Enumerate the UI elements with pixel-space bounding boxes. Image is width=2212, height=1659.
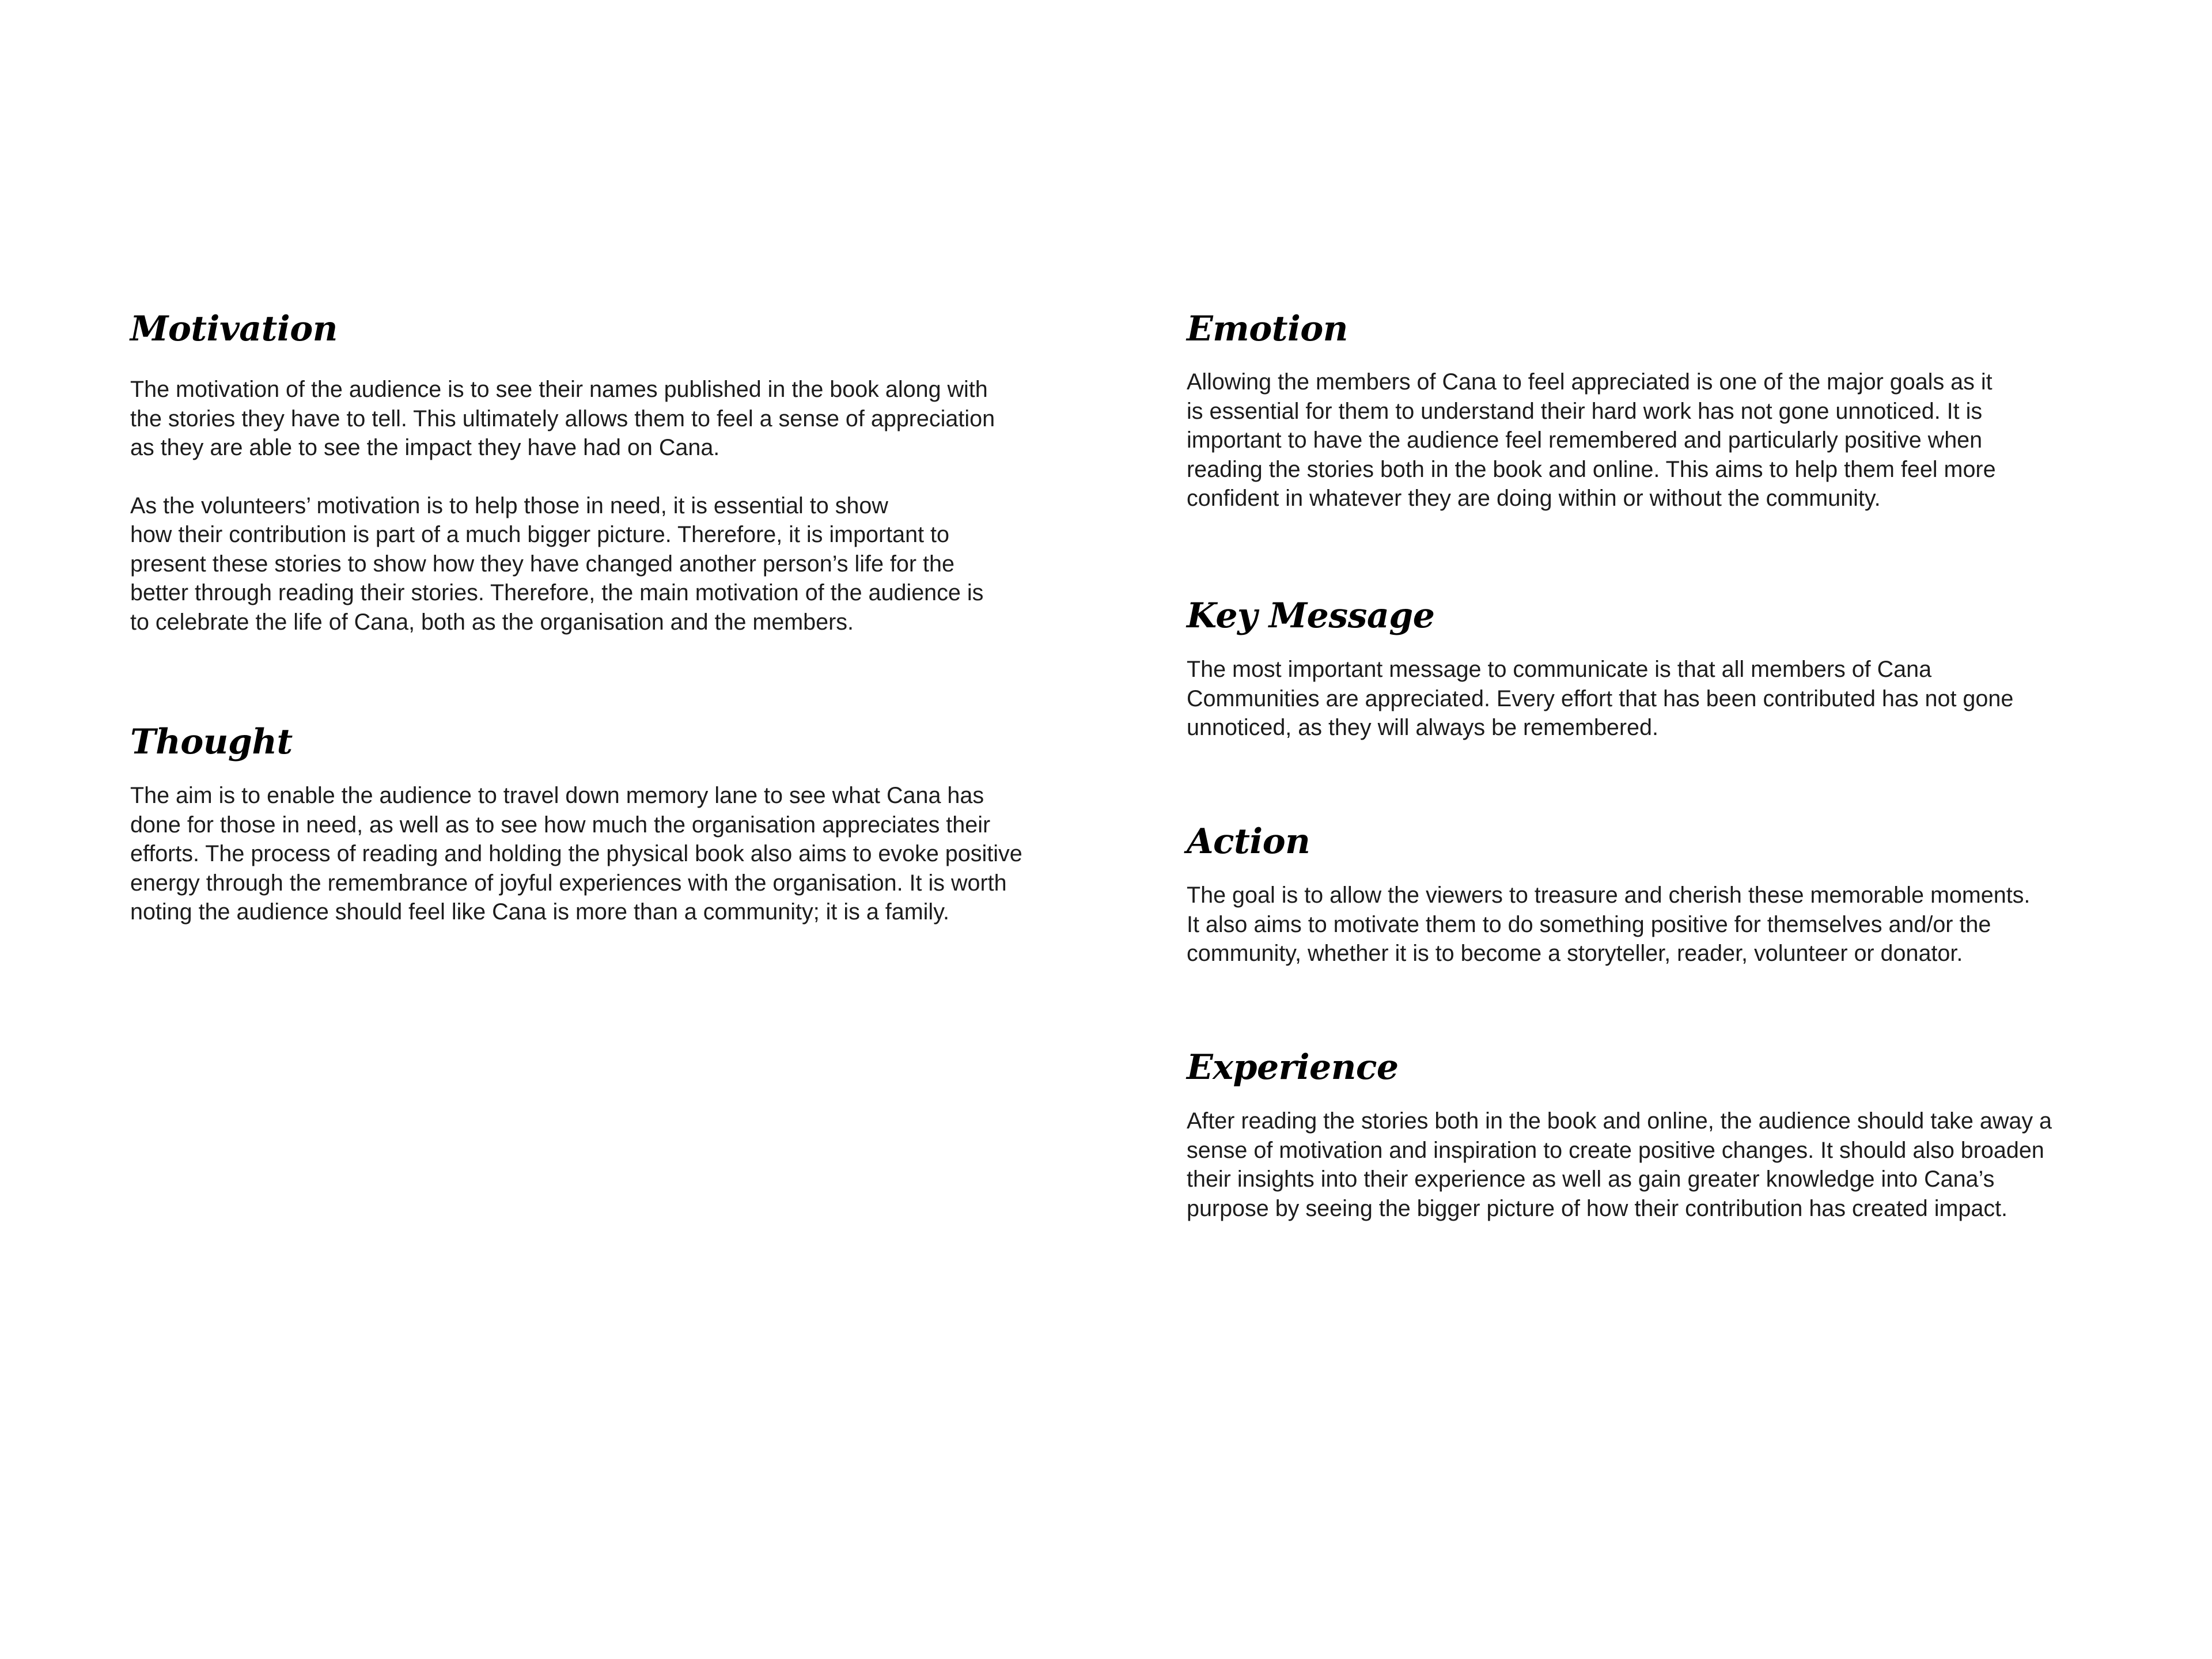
motivation-paragraph-1: The motivation of the audience is to see their names published in the book along with the stories they have to tell. This ultimately allows them to feel a sense of appreciation as they are able to see the impact they have had on Cana. bbox=[130, 377, 995, 460]
experience-section bbox=[1187, 1047, 2131, 1223]
key-message-paragraph: The most important message to communicate is that all members of Cana Communities are appreciated. Every effort that has been contributed has not gone unnoticed, as they will always be remembered. bbox=[1187, 657, 2014, 740]
motivation-heading: Motivation bbox=[130, 309, 338, 349]
thought-paragraph: The aim is to enable the audience to travel down memory lane to see what Cana has done for those in need, as well as to see how much the organisation appreciates their efforts. The process of reading and holding the physical book also aims to evoke positive energy through the remembrance of joyful experiences with the organisation. It is worth noting the audience should feel like Cana is more than a community; it is a family. bbox=[130, 783, 1022, 925]
experience-heading: Experience bbox=[1187, 1047, 1399, 1088]
thought-heading: Thought bbox=[130, 722, 293, 762]
action-section bbox=[1187, 821, 2131, 968]
key-message-section bbox=[1187, 595, 2131, 743]
motivation-section bbox=[130, 308, 1121, 637]
emotion-heading: Emotion bbox=[1187, 309, 1348, 349]
thought-section bbox=[130, 721, 1121, 927]
emotion-section bbox=[1187, 308, 2131, 513]
experience-paragraph: After reading the stories both in the book and online, the audience should take away a sense of motivation and inspiration to create positive changes. It should also broaden their insights into their experience as well as gain greater knowledge into Cana’s purpose by seeing the bigger picture of how their contribution has created impact. bbox=[1187, 1108, 2052, 1221]
key-message-heading: Key Message bbox=[1187, 596, 1435, 636]
motivation-paragraph-2: As the volunteers’ motivation is to help those in need, it is essential to show how their contribution is part of a much bigger picture. Therefore, it is important to present these stories to show how they have changed another person’s life for the better through reading their stories. Therefore, the main motivation of the audience is to celebrate the life of Cana, both as the organisation and the members. bbox=[130, 493, 984, 635]
action-heading: Action bbox=[1187, 821, 1310, 862]
emotion-paragraph: Allowing the members of Cana to feel appreciated is one of the major goals as it is essential for them to understand their hard work has not gone unnoticed. It is important to have the audience feel remembered and particularly positive when reading the stories both in the book and online. This aims to help them feel more confident in whatever they are doing within or without the community. bbox=[1187, 369, 1996, 511]
action-paragraph: The goal is to allow the viewers to treasure and cherish these memorable moments. It also aims to motivate them to do something positive for themselves and/or the community, whether it is to become a storyteller, reader, volunteer or donator. bbox=[1187, 882, 2031, 966]
